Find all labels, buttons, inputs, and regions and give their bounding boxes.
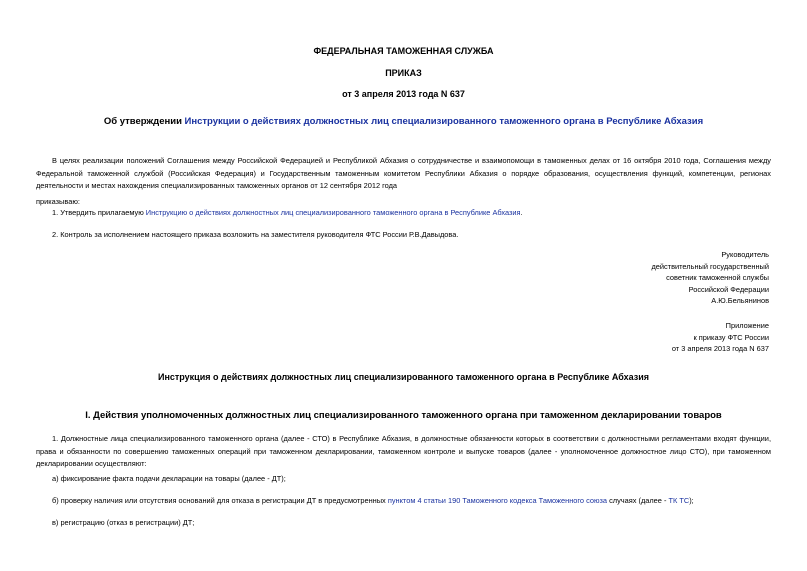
signature-block <box>509 249 769 307</box>
instruction-title-link[interactable]: Инструкции о действиях должностных лиц специализированного таможенного органа в Республике Абхазия <box>184 116 704 127</box>
signature-line: А.Ю.Бельянинов <box>711 296 769 306</box>
signature-line: советник таможенной службы <box>666 273 769 283</box>
appendix-line: к приказу ФТС России <box>693 332 769 342</box>
document-date-number: от 3 апреля 2013 года N 637 <box>342 89 465 99</box>
signature-line: действительный государственный <box>651 261 769 271</box>
order-item-1 <box>52 208 523 217</box>
document-type: ПРИКАЗ <box>385 68 422 78</box>
order-item-1-prefix: 1. Утвердить прилагаемую <box>52 208 146 217</box>
section-heading: I. Действия уполномоченных должностных лиц специализированного таможенного органа при таможенном декларировании товаров <box>85 410 722 421</box>
order-item-1-suffix: . <box>520 208 523 217</box>
customs-code-link[interactable]: пунктом 4 статьи 190 Таможенного кодекса Таможенного союза <box>387 496 608 505</box>
list-item-b-middle: случаях (далее - <box>607 496 669 505</box>
instruction-link[interactable]: Инструкцию о действиях должностных лиц специализированного таможенного органа в Республике Абхазия <box>145 208 521 217</box>
document-title <box>0 116 807 127</box>
signature-line: Руководитель <box>721 250 769 259</box>
list-item-b-suffix: ); <box>689 496 694 505</box>
appendix-line: Приложение <box>725 321 769 330</box>
list-item-a: а) фиксирование факта подачи декларации на товары (далее - ДТ); <box>52 474 286 483</box>
preamble-paragraph: В целях реализации положений Соглашения между Российской Федерацией и Республикой Абхазия о сотрудничестве и взаимопомощи в таможенных делах от 16 октября 2010 года, Соглашения между Федеральной таможенной службой (Российская Федерация) и Государственным таможенным комитетом Республики Абхазия о порядке образования, осуществления функций, компетенции, регионах деятельности и местах нахождения специализированных таможенных органов от 12 сентября 2012 года <box>36 156 771 191</box>
tk-ts-link[interactable]: ТК ТС <box>668 496 690 505</box>
order-item-2: 2. Контроль за исполнением настоящего приказа возложить на заместителя руководителя ФТС России Р.В.Давыдова. <box>52 230 459 239</box>
signature-line: Российской Федерации <box>688 284 769 294</box>
instruction-heading: Инструкция о действиях должностных лиц специализированного таможенного органа в Республике Абхазия <box>157 372 650 382</box>
appendix-block <box>509 320 769 355</box>
order-word: приказываю: <box>36 197 80 206</box>
appendix-line: от 3 апреля 2013 года N 637 <box>671 344 769 354</box>
list-item-c: в) регистрацию (отказ в регистрации) ДТ; <box>52 518 195 527</box>
list-item-b <box>52 496 694 505</box>
list-item-b-prefix: б) проверку наличия или отсутствия оснований для отказа в регистрации ДТ в предусмотренных <box>52 496 388 505</box>
agency-heading: ФЕДЕРАЛЬНАЯ ТАМОЖЕННАЯ СЛУЖБА <box>313 46 494 56</box>
section-paragraph-1: 1. Должностные лица специализированного таможенного органа (далее - СТО) в Республике Абхазия, в должностные обязанности которых в соответствии с должностными регламентами входят функции, права и обязанности по совершению таможенных операций при таможенном декларировании, таможенном контроле и выпуске товаров (далее - уполномоченное должностное лицо СТО), при таможенном декларировании осуществляют: <box>36 434 771 469</box>
document-title-prefix: Об утверждении <box>103 116 185 127</box>
